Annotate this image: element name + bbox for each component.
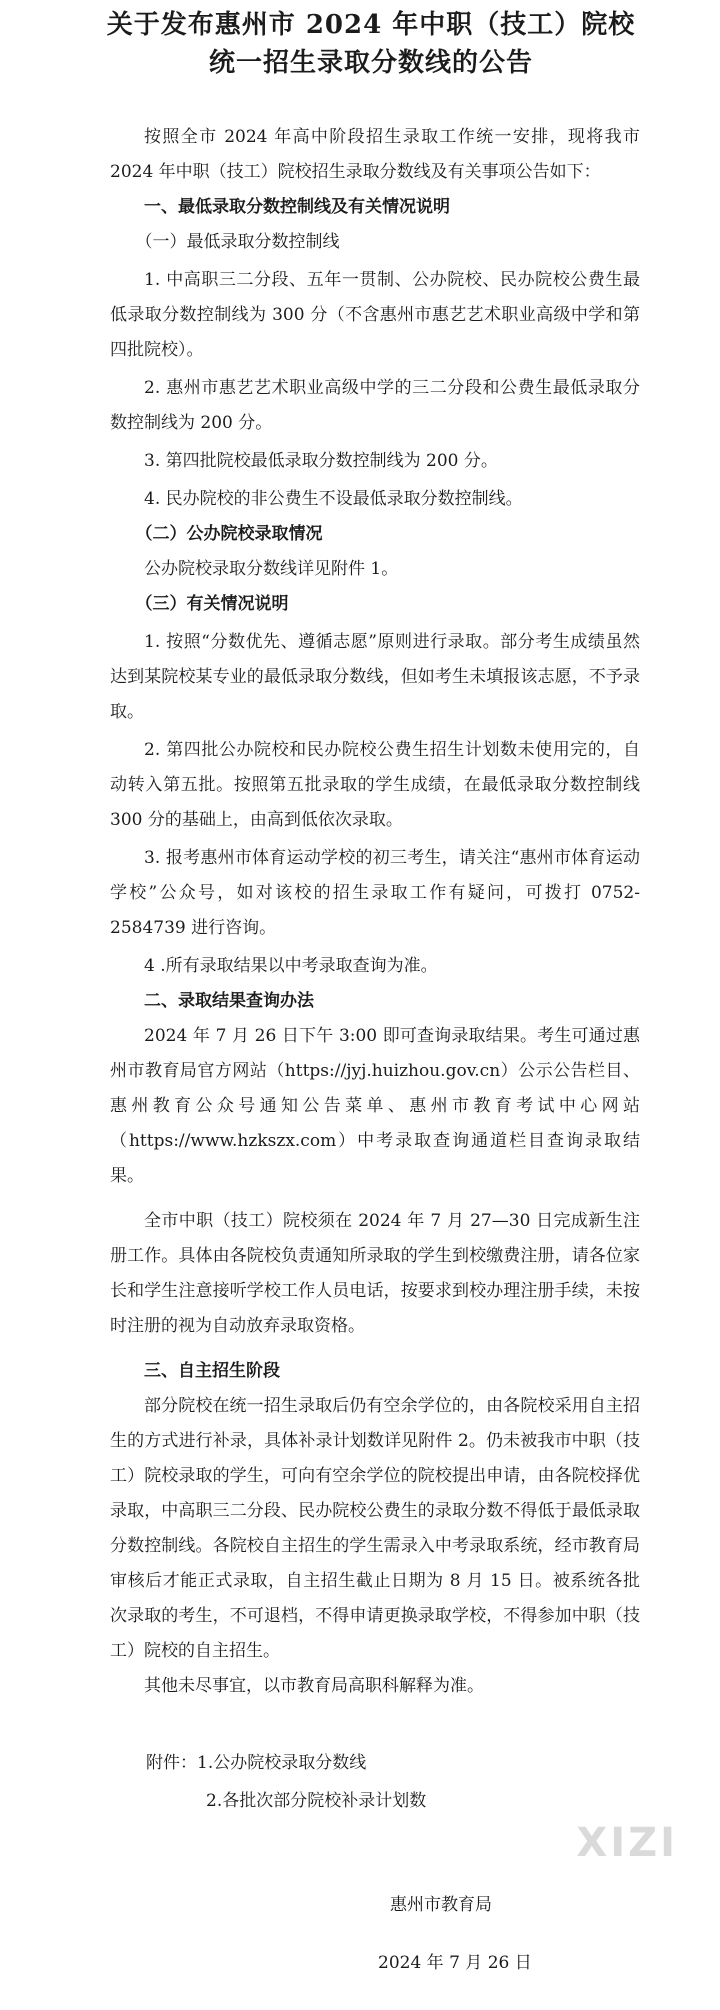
section1-sub1-heading: （一）最低录取分数控制线 — [135, 232, 340, 252]
attachment-item: 1.公办院校录取分数线 — [197, 1753, 367, 1773]
section1-sub3-item: 4 .所有录取结果以中考录取查询为准。 — [144, 956, 438, 976]
signature-block — [110, 1890, 640, 2010]
section1-sub1-item: 4. 民办院校的非公费生不设最低录取分数控制线。 — [144, 489, 523, 509]
section2-heading: 二、录取结果查询办法 — [144, 991, 314, 1011]
section1-sub2-text: 公办院校录取分数线详见附件 1。 — [144, 559, 399, 579]
signature-date: 2024 年 7 月 26 日 — [378, 1953, 532, 1973]
section3-paragraph: 其他未尽事宜，以市教育局高职科解释为准。 — [144, 1676, 484, 1696]
watermark-logo: XIZI — [576, 1820, 678, 1866]
document-title — [54, 6, 688, 82]
section2-paragraph: 全市中职（技工）院校须在 2024 年 7 月 27—30 日完成新生注册工作。具体由各院校负责通知所录取的学生到校缴费注册，请各位家长和学生注意接听学校工作人员电话，按要求到校办理注册手续，未按时注册的视为自动放弃录取资格。 — [110, 1211, 640, 1336]
attachments-label: 附件： — [146, 1753, 197, 1773]
attachment-row-2 — [110, 1782, 640, 1820]
section1-sub3-heading: （三）有关情况说明 — [135, 594, 289, 614]
section3-heading: 三、自主招生阶段 — [144, 1361, 280, 1381]
attachment-item: 2.各批次部分院校补录计划数 — [206, 1791, 427, 1811]
section1-sub3-item: 2. 第四批公办院校和民办院校公费生招生计划数未使用完的，自动转入第五批。按照第五批录取的学生成绩，在最低录取分数控制线 300 分的基础上，由高到低依次录取。 — [110, 740, 640, 830]
section1-sub1-item: 2. 惠州市惠艺艺术职业高级中学的三二分段和公费生最低录取分数控制线为 200 分。 — [110, 378, 640, 433]
section1-sub1-item: 1. 中高职三二分段、五年一贯制、公办院校、民办院校公费生最低录取分数控制线为 300 分（不含惠州市惠艺艺术职业高级中学和第四批院校）。 — [110, 270, 640, 360]
signature-org: 惠州市教育局 — [390, 1895, 492, 1915]
section3-paragraph: 部分院校在统一招生录取后仍有空余学位的，由各院校采用自主招生的方式进行补录，具体补录计划数详见附件 2。仍未被我市中职（技工）院校录取的学生，可向有空余学位的院校提出申请，由各院校择优录取，中高职三二分段、民办院校公费生的录取分数不得低于最低录取分数控制线。各院校自主招生的学生需录入中考录取系统，经市教育局审核后才能正式录取，自主招生截止日期为 8 月 15 日。被系统各批次录取的考生，不可退档，不得申请更换录取学校，不得参加中职（技工）院校的自主招生。 — [110, 1396, 640, 1661]
attachment-row-1 — [110, 1744, 640, 1782]
section1-sub3-item: 3. 报考惠州市体育运动学校的初三考生，请关注“惠州市体育运动学校”公众号，如对该校的招生录取工作有疑问，可拨打 0752-2584739 进行咨询。 — [110, 848, 640, 938]
section1-sub1-item: 3. 第四批院校最低录取分数控制线为 200 分。 — [144, 451, 498, 471]
section1-sub2-heading: （二）公办院校录取情况 — [135, 524, 323, 544]
section1-sub3-item: 1. 按照“分数优先、遵循志愿”原则进行录取。部分考生成绩虽然达到某院校某专业的最低录取分数线，但如考生未填报该志愿，不予录取。 — [110, 632, 640, 722]
title-line-2: 统一招生录取分数线的公告 — [208, 48, 533, 78]
attachments-block — [110, 1744, 640, 1820]
section2-paragraph: 2024 年 7 月 26 日下午 3:00 即可查询录取结果。考生可通过惠州市教育局官方网站（https://jyj.huizhou.gov.cn）公示公告栏目、惠州教育公众号通知公告菜单、惠州市教育考试中心网站（https://www.hzkszx.com）中考录取查询通道栏目查询录取结果。 — [110, 1026, 640, 1186]
section1-heading: 一、最低录取分数控制线及有关情况说明 — [144, 197, 450, 217]
title-line-1: 关于发布惠州市 2024 年中职（技工）院校 — [106, 10, 636, 40]
intro-paragraph: 按照全市 2024 年高中阶段招生录取工作统一安排，现将我市 2024 年中职（技工）院校招生录取分数线及有关事项公告如下： — [110, 127, 640, 182]
